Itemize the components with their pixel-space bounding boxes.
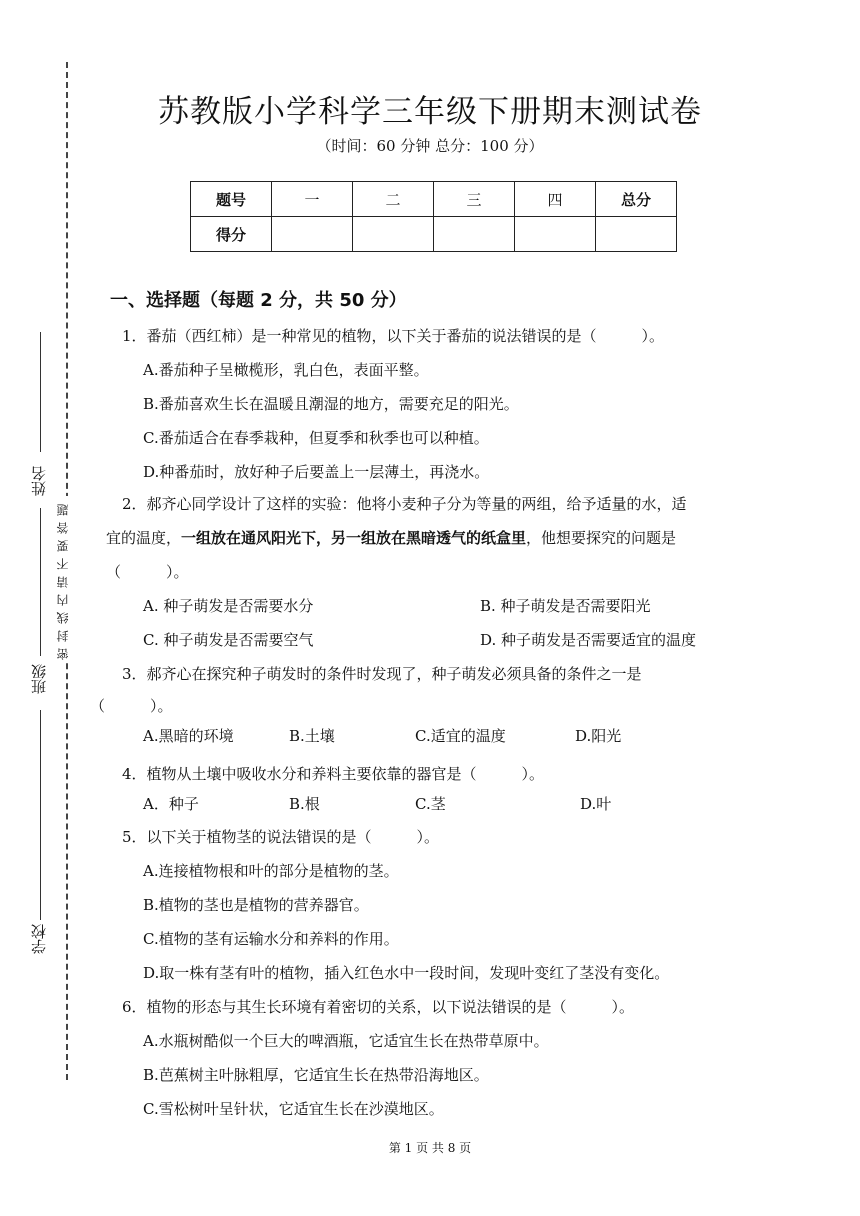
name-blank-line — [40, 332, 41, 452]
q6-option-b: B.芭蕉树主叶脉粗厚，它适宜生长在热带沿海地区。 — [143, 1066, 489, 1084]
school-label: 学校 — [30, 924, 48, 954]
page-number: 第 1 页 共 8 页 — [388, 1141, 472, 1155]
q4-option-d: D.叶 — [580, 795, 612, 813]
q1-option-a: A.番茄种子呈橄榄形，乳白色，表面平整。 — [143, 361, 429, 379]
q5-option-b: B.植物的茎也是植物的营养器官。 — [143, 896, 369, 914]
school-blank-line — [40, 710, 41, 920]
score-header-cell: 总分 — [596, 182, 677, 217]
question-3-stem-line2: （ ）。 — [90, 697, 173, 715]
score-table-score-row — [191, 217, 677, 252]
score-header-cell: 题号 — [191, 182, 272, 217]
q2-option-c: C. 种子萌发是否需要空气 — [143, 631, 314, 649]
q3-option-d: D.阳光 — [575, 727, 622, 745]
score-blank-cell[interactable] — [596, 217, 677, 252]
score-table — [190, 181, 677, 252]
q4-option-b: B.根 — [289, 795, 320, 813]
question-4-stem: 4．植物从土壤中吸收水分和养料主要依靠的器官是（ ）。 — [122, 765, 545, 783]
seal-notice: 密封线内请不要答题 — [56, 498, 70, 660]
question-2-stem-line3: （ ）。 — [106, 563, 189, 581]
q3-option-b: B.土壤 — [289, 727, 335, 745]
q5-option-c: C.植物的茎有运输水分和养料的作用。 — [143, 930, 399, 948]
score-blank-cell[interactable] — [434, 217, 515, 252]
q5-option-a: A.连接植物根和叶的部分是植物的茎。 — [143, 862, 399, 880]
section-heading: 一、选择题（每题 2 分，共 50 分） — [110, 290, 407, 311]
score-row-label: 得分 — [191, 217, 272, 252]
q2-option-d: D. 种子萌发是否需要适宜的温度 — [480, 631, 697, 649]
score-blank-cell[interactable] — [353, 217, 434, 252]
name-label: 姓名 — [30, 466, 48, 496]
score-header-cell: 二 — [353, 182, 434, 217]
q1-option-c: C.番茄适合在春季栽种，但夏季和秋季也可以种植。 — [143, 429, 489, 447]
question-2-stem-line1: 2．郝齐心同学设计了这样的实验：他将小麦种子分为等量的两组，给予适量的水，适 — [122, 495, 687, 513]
q1-option-d: D.种番茄时，放好种子后要盖上一层薄土，再浇水。 — [143, 463, 490, 481]
score-blank-cell[interactable] — [515, 217, 596, 252]
exam-info: （时间：60 分钟 总分：100 分） — [316, 137, 544, 155]
q5-option-d: D.取一株有茎有叶的植物，插入红色水中一段时间，发现叶变红了茎没有变化。 — [143, 964, 670, 982]
q6-option-c: C.雪松树叶呈针状，它适宜生长在沙漠地区。 — [143, 1100, 444, 1118]
question-5-stem: 5．以下关于植物茎的说法错误的是（ ）。 — [122, 828, 440, 846]
score-header-cell: 四 — [515, 182, 596, 217]
q2-text: ，他想要探究的问题是 — [526, 529, 677, 547]
q4-option-c: C.茎 — [415, 795, 446, 813]
q3-option-a: A.黑暗的环境 — [143, 727, 234, 745]
question-6-stem: 6．植物的形态与其生长环境有着密切的关系，以下说法错误的是（ ）。 — [122, 998, 635, 1016]
q2-option-a: A. 种子萌发是否需要水分 — [143, 597, 314, 615]
score-header-cell: 一 — [272, 182, 353, 217]
score-blank-cell[interactable] — [272, 217, 353, 252]
question-3-stem-line1: 3．郝齐心在探究种子萌发时的条件时发现了，种子萌发必须具备的条件之一是 — [122, 665, 642, 683]
class-label: 班级 — [30, 664, 48, 694]
class-blank-line — [40, 508, 41, 656]
score-header-cell: 三 — [434, 182, 515, 217]
q1-option-b: B.番茄喜欢生长在温暖且潮湿的地方，需要充足的阳光。 — [143, 395, 519, 413]
question-2-stem-line2 — [106, 528, 676, 548]
q2-bold-text: 一组放在通风阳光下，另一组放在黑暗透气的纸盒里 — [181, 529, 527, 547]
page-title: 苏教版小学科学三年级下册期末测试卷 — [158, 94, 702, 130]
q2-option-b: B. 种子萌发是否需要阳光 — [480, 597, 651, 615]
question-1-stem: 1．番茄（西红柿）是一种常见的植物，以下关于番茄的说法错误的是（ ）。 — [122, 327, 665, 345]
q4-option-a: A．种子 — [143, 795, 199, 813]
score-table-header-row — [191, 182, 677, 217]
q3-option-c: C.适宜的温度 — [415, 727, 506, 745]
q6-option-a: A.水瓶树酷似一个巨大的啤酒瓶，它适宜生长在热带草原中。 — [143, 1032, 549, 1050]
q2-text: 宜的温度， — [106, 529, 182, 547]
